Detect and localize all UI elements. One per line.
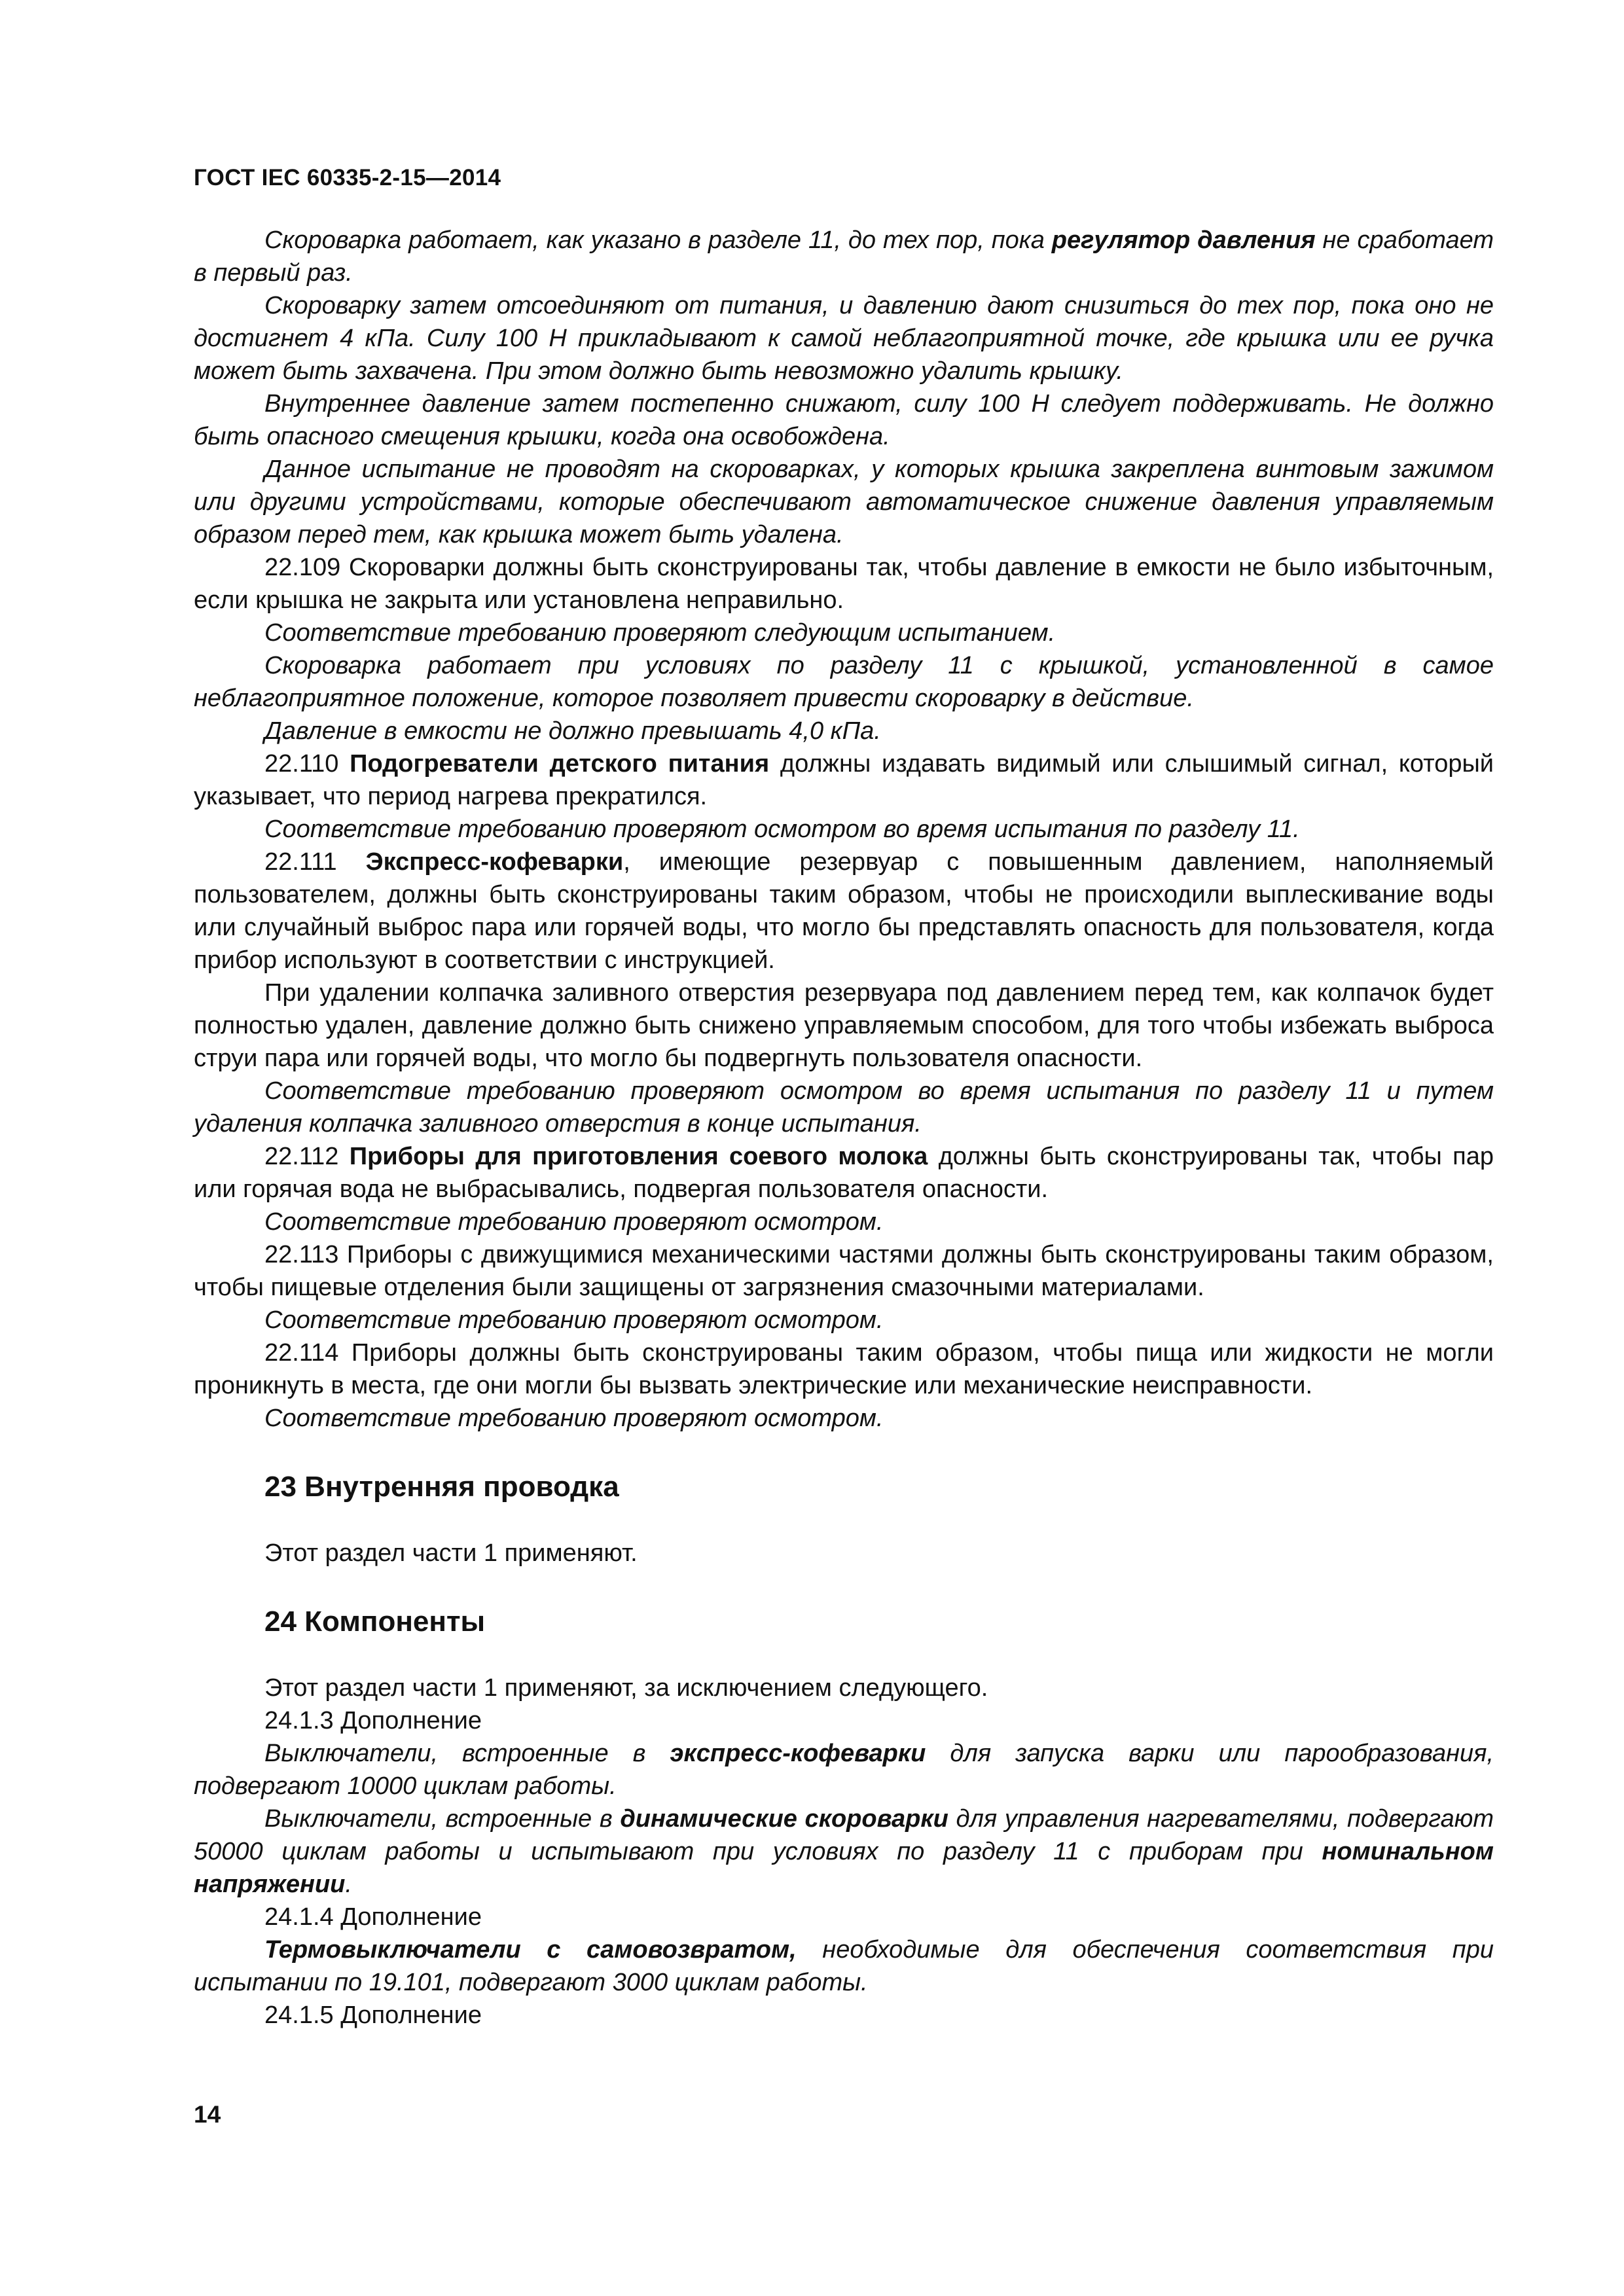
compliance-note: Соответствие требованию проверяют осмотром во время испытания по разделу 11 и путем удаления колпачка заливного отверстия в конце испытания. — [194, 1077, 1494, 1138]
paragraph: Данное испытание не проводят на скороварках, у которых крышка закреплена винтовым зажимом или другими устройствами, которые обеспечивают автоматическое снижение давления управляемым образом перед тем, как крышка может быть удалена. — [194, 456, 1494, 548]
paragraph: Этот раздел части 1 применяют, за исключением следующего. — [264, 1674, 988, 1702]
section-23-heading: 23 Внутренняя проводка — [264, 1471, 619, 1503]
clause-22-110: 22.110 Подогреватели детского питания должны издавать видимый или слышимый сигнал, который указывает, что период нагрева прекратился. — [194, 750, 1494, 810]
term: экспресс-кофеварки — [670, 1740, 926, 1767]
term: Экспресс-кофеварки — [365, 848, 624, 876]
standard-header: ГОСТ IEC 60335-2-15—2014 — [194, 165, 501, 190]
clause-22-111: 22.111 Экспресс-кофеварки, имеющие резервуар с повышенным давлением, наполняемый пользователем, должны быть сконструированы таким образом, чтобы не происходили выплескивание воды или случайный выброс пара или горячей воды, что могло бы представлять опасность для пользователя, когда прибор используют в соответствии с инструкцией. — [194, 848, 1494, 974]
compliance-note: Соответствие требованию проверяют осмотром. — [264, 1208, 884, 1236]
term: Приборы для приготовления соевого молока — [349, 1143, 928, 1170]
section-24-heading: 24 Компоненты — [264, 1605, 486, 1638]
term: регулятор давления — [1051, 226, 1316, 254]
subclause-24-1-3: 24.1.3 Дополнение — [264, 1707, 482, 1734]
subclause-24-1-5: 24.1.5 Дополнение — [264, 2001, 482, 2029]
term: Термовыключатели с самовозвратом, — [264, 1936, 797, 1964]
paragraph: Этот раздел части 1 применяют. — [264, 1539, 638, 1567]
clause-22-113: 22.113 Приборы с движущимися механическими частями должны быть сконструированы таким образом, чтобы пищевые отделения были защищены от загрязнения смазочными материалами. — [194, 1241, 1494, 1301]
clause-22-109: 22.109 Скороварки должны быть сконструированы так, чтобы давление в емкости не было избыточным, если крышка не закрыта или установлена неправильно. — [194, 554, 1494, 614]
compliance-note: Соответствие требованию проверяют осмотром. — [264, 1405, 884, 1432]
clause-22-114: 22.114 Приборы должны быть сконструированы таким образом, чтобы пища или жидкости не могли проникнуть в места, где они могли бы вызвать электрические или механические неисправности. — [194, 1339, 1494, 1399]
compliance-note: Соответствие требованию проверяют осмотром. — [264, 1306, 884, 1334]
paragraph: Скороварку затем отсоединяют от питания, и давлению дают снизиться до тех пор, пока оно не достигнет 4 кПа. Силу 100 Н прикладывают к самой неблагоприятной точке, где крышка или ее ручка может быть захвачена. При этом должно быть невозможно удалить крышку. — [194, 292, 1494, 385]
document-body — [194, 224, 1494, 2032]
paragraph: Внутреннее давление затем постепенно снижают, силу 100 Н следует поддерживать. Не должно быть опасного смещения крышки, когда она освобождена. — [194, 390, 1494, 450]
paragraph: Давление в емкости не должно превышать 4,0 кПа. — [264, 717, 881, 745]
clause-22-112: 22.112 Приборы для приготовления соевого молока должны быть сконструированы так, чтобы пар или горячая вода не выбрасывались, подвергая пользователя опасности. — [194, 1143, 1494, 1203]
page-number: 14 — [194, 2101, 221, 2128]
paragraph: При удалении колпачка заливного отверстия резервуара под давлением перед тем, как колпачок будет полностью удален, давление должно быть снижено управляемым способом, для того чтобы избежать выброса струи пара или горячей воды, что могло бы подвергнуть пользователя опасности. — [194, 979, 1494, 1072]
term: динамические скороварки — [620, 1805, 948, 1833]
compliance-note: Соответствие требованию проверяют следующим испытанием. — [264, 619, 1056, 647]
paragraph: Термовыключатели с самовозвратом, необходимые для обеспечения соответствия при испытании по 19.101, подвергают 3000 циклам работы. — [194, 1936, 1494, 1996]
term: Подогреватели детского питания — [350, 750, 770, 778]
subclause-24-1-4: 24.1.4 Дополнение — [264, 1903, 482, 1931]
paragraph: Выключатели, встроенные в экспресс-кофеварки для запуска варки или парообразования, подвергают 10000 циклам работы. — [194, 1740, 1494, 1800]
compliance-note: Соответствие требованию проверяют осмотром во время испытания по разделу 11. — [264, 816, 1300, 843]
term: номинальном напряжении — [194, 1838, 1494, 1898]
paragraph: Скороварка работает, как указано в разделе 11, до тех пор, пока регулятор давления не сработает в первый раз. — [194, 226, 1494, 287]
paragraph: Скороварка работает при условиях по разделу 11 с крышкой, установленной в самое неблагоприятное положение, которое позволяет привести скороварку в действие. — [194, 652, 1494, 712]
paragraph: Выключатели, встроенные в динамические скороварки для управления нагревателями, подвергают 50000 циклам работы и испытывают при условиях по разделу 11 с приборам при номинальном напряжении. — [194, 1805, 1494, 1898]
